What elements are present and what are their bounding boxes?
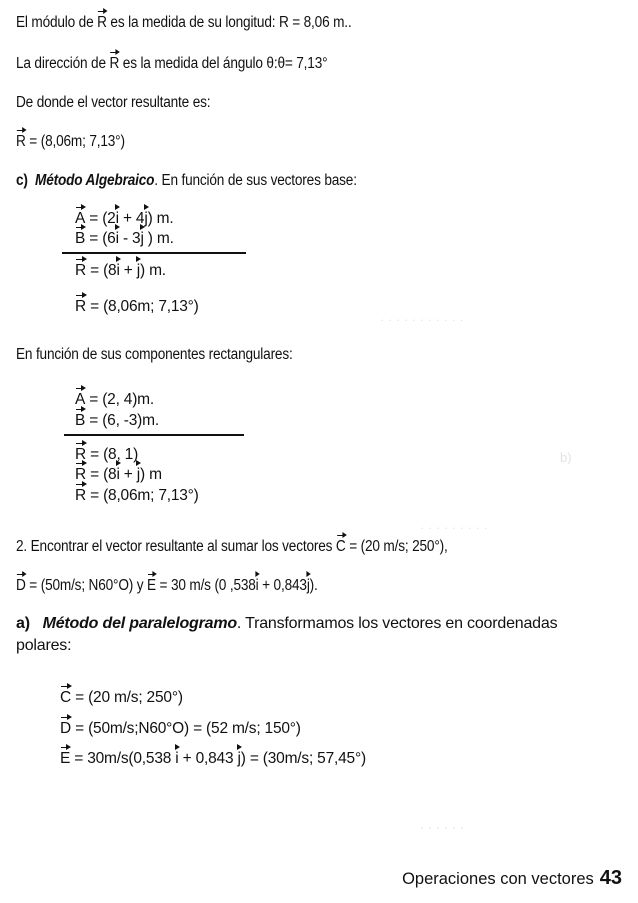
equation-line: B = (6, -3)m. [75,412,159,429]
bleed-through-text: · · · · · · · · · · · [380,312,464,327]
sum-rule [64,434,244,436]
equation-line: D = (50m/s;N60°O) = (52 m/s; 150°) [60,720,301,737]
equation-line: R = (8,06m; 7,13°) [75,487,199,504]
text-line-3: De donde el vector resultante es: [16,94,211,111]
equation-line: A = (2, 4)m. [75,391,154,408]
equation-line: R = (8i + j) m. [75,262,166,279]
exercise-2-line-2: D = (50m/s; N60°O) y E = 30 m/s (0 ,538i + 0,843j). [16,577,318,594]
section-heading-a: a) Método del paralelogramo. Transformamos los vectores en coordenadas [16,615,558,632]
vector-symbol: R [97,14,107,31]
text-line-components: En función de sus componentes rectangulares: [16,346,293,363]
equation-line: A = (2i + 4j) m. [75,210,174,227]
equation-line: E = 30m/s(0,538 i + 0,843 j) = (30m/s; 57,45°) [60,750,366,767]
section-heading-c: c) Método Algebraico. En función de sus vectores base: [16,172,357,189]
exercise-2-line-1: 2. Encontrar el vector resultante al sumar los vectores C = (20 m/s; 250°), [16,538,448,555]
vector-symbol: R [109,55,120,72]
equation-line: R = (8,06m; 7,13°) [75,298,199,315]
equation-line: B = (6i - 3j ) m. [75,230,174,247]
bleed-through-text: b) [560,450,572,465]
equation-line: R = (8, 1) [75,446,139,463]
equation-line: R = (8,06m; 7,13°) [16,133,125,150]
page-number: 43 [599,867,622,889]
vector-symbol: R [16,133,26,150]
equation-line: C = (20 m/s; 250°) [60,689,183,706]
footer-label: Operaciones con vectores [402,870,594,888]
bleed-through-text: · · · · · · [420,820,465,835]
sum-rule [62,252,246,254]
text-line-polares: polares: [16,637,72,654]
bleed-through-text: · · · · · · · · · [420,520,488,535]
text-line-1: El módulo de R es la medida de su longitud: R = 8,06 m.. [16,14,352,31]
text-line-2: La dirección de R es la medida del ángulo θ:θ= 7,13° [16,55,328,72]
page-footer [402,867,622,890]
equation-line: R = (8i + j) m [75,466,162,483]
